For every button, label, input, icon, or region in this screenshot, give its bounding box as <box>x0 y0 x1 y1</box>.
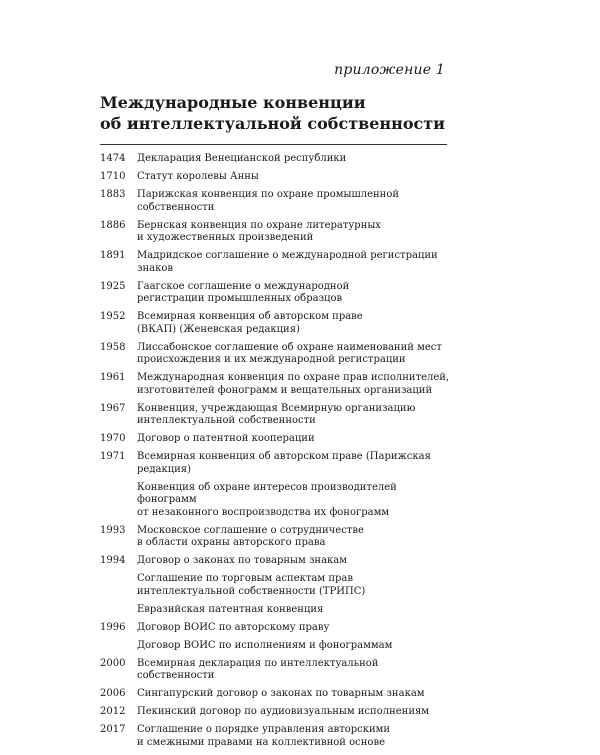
entry-title-line: Гаагское соглашение о международной <box>137 280 350 292</box>
divider <box>100 144 447 145</box>
entry-title-line: Конвенция об охране интересов производителей фонограмм <box>137 481 397 505</box>
entry-title-line: Всемирная конвенция об авторском праве <box>137 311 363 322</box>
list-item <box>100 220 450 245</box>
entry-year: 1883 <box>100 189 126 200</box>
list-item <box>100 171 450 184</box>
list-item <box>100 640 450 653</box>
entry-title <box>137 706 450 719</box>
list-item <box>100 724 450 749</box>
entry-title-line: Соглашение по торговым аспектам прав <box>137 573 353 584</box>
entry-title-line: в области охраны авторского права <box>137 537 326 548</box>
entry-year: 1474 <box>100 153 126 164</box>
list-item <box>100 189 450 214</box>
list-item <box>100 342 450 367</box>
entry-title <box>137 433 450 446</box>
page-title <box>100 92 445 134</box>
entry-title <box>137 451 450 476</box>
title-line: Международные конвенции <box>100 93 366 112</box>
entry-title-line: Мадридское соглашение о международной регистрации знаков <box>137 250 438 274</box>
entry-title <box>137 372 450 397</box>
list-item <box>100 688 450 701</box>
entry-title-line: Всемирная декларация по интеллектуальной собственности <box>137 657 379 681</box>
list-item <box>100 372 450 397</box>
entry-title-line: Московское соглашение о сотрудничестве <box>137 524 364 536</box>
entry-title <box>137 658 450 683</box>
entry-title-line: Договор ВОИС по исполнениям и фонограммам <box>137 639 393 651</box>
entry-title-line: (ВКАП) (Женевская редакция) <box>137 323 300 335</box>
conventions-list <box>100 153 450 755</box>
entry-title <box>137 622 450 635</box>
list-item <box>100 433 450 446</box>
entry-title-line: Статут королевы Анны <box>137 171 259 182</box>
entry-year: 1971 <box>100 451 126 462</box>
list-item <box>100 706 450 719</box>
list-item <box>100 250 450 275</box>
entry-title-line: Сингапурский договор о законах по товарным знакам <box>137 688 425 699</box>
entry-title-line: регистрации промышленных образцов <box>137 293 343 304</box>
entry-year: 1958 <box>100 341 126 353</box>
entry-title-line: интеллектуальной собственности <box>137 415 316 426</box>
entry-title-line: Конвенция, учреждающая Всемирную организацию <box>137 402 416 414</box>
entry-title <box>137 403 450 428</box>
entry-title <box>137 153 450 166</box>
entry-title <box>137 342 450 367</box>
entry-title <box>137 640 450 653</box>
list-item <box>100 555 450 568</box>
entry-title <box>137 171 450 184</box>
list-item <box>100 658 450 683</box>
entry-title-line: Евразийская патентная конвенция <box>137 603 324 615</box>
entry-title <box>137 724 450 749</box>
entry-title-line: Декларация Венецианской республики <box>137 153 347 164</box>
entry-year: 2006 <box>100 688 126 699</box>
appendix-label: приложение 1 <box>334 62 445 78</box>
entry-title-line: Всемирная конвенция об авторском праве (Парижская редакция) <box>137 451 431 475</box>
list-item <box>100 311 450 336</box>
entry-year <box>100 482 137 520</box>
entry-year: 1993 <box>100 524 126 536</box>
entry-title-line: Бернская конвенция по охране литературных <box>137 219 381 231</box>
entry-title-line: Договор о законах по товарным знакам <box>137 555 348 566</box>
entry-year <box>100 640 137 653</box>
list-item <box>100 573 450 598</box>
entry-title <box>137 311 450 336</box>
entry-title <box>137 482 450 520</box>
entry-title <box>137 525 450 550</box>
entry-year: 1961 <box>100 372 126 383</box>
entry-year: 1891 <box>100 250 126 261</box>
entry-title-line: и художественных произведений <box>137 232 314 243</box>
entry-year: 2017 <box>100 724 126 735</box>
entry-title <box>137 250 450 275</box>
list-item <box>100 403 450 428</box>
title-line: об интеллектуальной собственности <box>100 114 446 133</box>
entry-year: 1996 <box>100 621 126 633</box>
entry-title <box>137 555 450 568</box>
entry-title <box>137 573 450 598</box>
entry-year <box>100 604 137 617</box>
list-item <box>100 525 450 550</box>
entry-title-line: происхождения и их международной регистрации <box>137 354 406 365</box>
list-item <box>100 622 450 635</box>
entry-title-line: Соглашение о порядке управления авторскими <box>137 724 391 735</box>
entry-title <box>137 189 450 214</box>
entry-title-line: и смежными правами на коллективной основе <box>137 736 385 748</box>
entry-title-line: от незаконного воспроизводства их фонограмм <box>137 506 390 518</box>
entry-title-line: интеллектуальной собственности (ТРИПС) <box>137 585 366 597</box>
entry-title-line: Пекинский договор по аудиовизуальным исполнениям <box>137 706 430 717</box>
entry-title <box>137 281 450 306</box>
entry-title <box>137 604 450 617</box>
entry-title-line: Договор ВОИС по авторскому праву <box>137 621 330 633</box>
entry-year: 2012 <box>100 706 126 717</box>
entry-title-line: Международная конвенция по охране прав исполнителей, <box>137 372 450 383</box>
entry-year: 2000 <box>100 657 126 669</box>
list-item <box>100 482 450 520</box>
list-item <box>100 451 450 476</box>
entry-year: 1710 <box>100 171 126 182</box>
entry-year: 1970 <box>100 433 126 444</box>
entry-title-line: Парижская конвенция по охране промышленной собственности <box>137 189 400 213</box>
entry-year: 1886 <box>100 219 126 231</box>
entry-year: 1925 <box>100 280 126 292</box>
list-item <box>100 153 450 166</box>
entry-title <box>137 220 450 245</box>
entry-year: 1994 <box>100 555 126 566</box>
list-item <box>100 604 450 617</box>
entry-title-line: Договор о патентной кооперации <box>137 433 315 444</box>
entry-title <box>137 688 450 701</box>
entry-title-line: Лиссабонское соглашение об охране наименований мест <box>137 341 442 353</box>
entry-title-line: изготовителей фонограмм и вещательных организаций <box>137 384 433 396</box>
entry-year: 1967 <box>100 402 126 414</box>
entry-year: 1952 <box>100 311 126 322</box>
list-item <box>100 281 450 306</box>
entry-year <box>100 573 137 598</box>
